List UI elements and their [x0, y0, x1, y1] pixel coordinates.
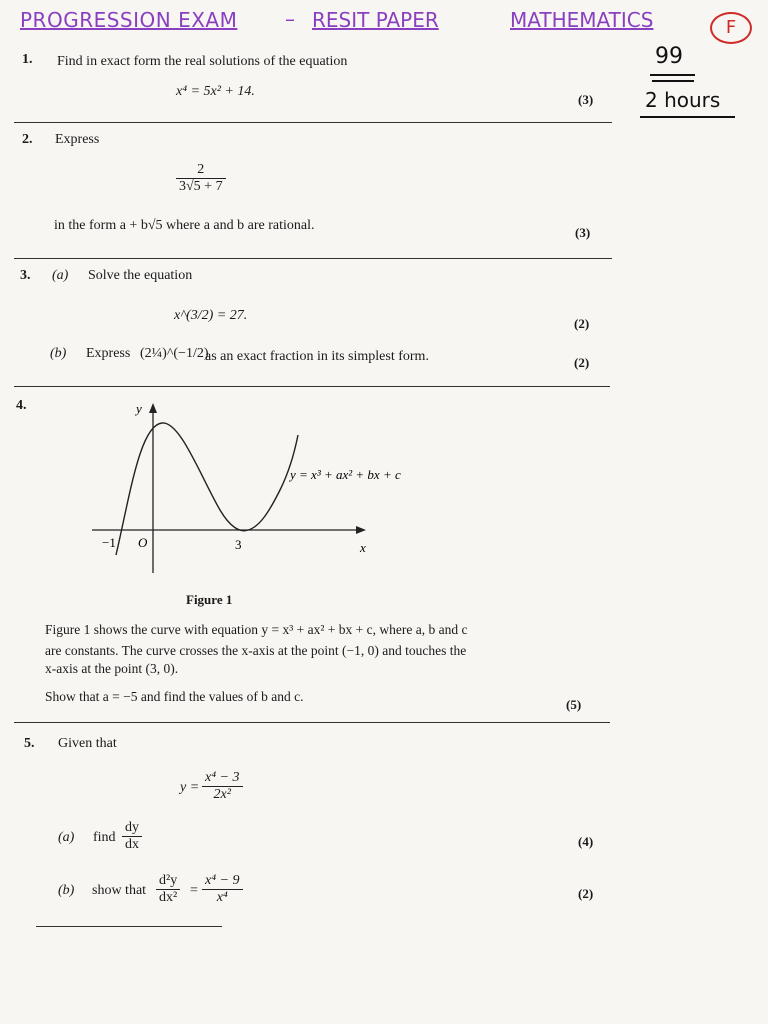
curve-label: y = x³ + ax² + bx + c	[290, 467, 401, 482]
q2-numerator: 2	[176, 162, 226, 179]
q1-marks: (3)	[578, 92, 594, 107]
q4-number: 4.	[16, 398, 27, 413]
q5b-lhs-fraction	[156, 873, 180, 906]
q2-form-text: in the form a + b√5 where a and b are rational.	[54, 218, 315, 233]
duration: 2 hours	[645, 88, 721, 112]
q3b-text-pre: Express	[86, 346, 131, 361]
q2-number: 2.	[22, 132, 33, 147]
q5b-rhs-fraction	[202, 873, 243, 906]
q3b-expr: (2¼)^(−1/2)	[140, 346, 209, 361]
tick-origin: O	[138, 535, 148, 550]
q1-number: 1.	[22, 52, 33, 67]
tier-badge-text: F	[725, 17, 737, 38]
q5-y-lhs: y =	[180, 780, 200, 795]
score: 99	[655, 44, 683, 69]
q5-y-numerator: x⁴ − 3	[202, 770, 243, 787]
q3-number: 3.	[20, 268, 31, 283]
q3a-equation: x^(3/2) = 27.	[174, 308, 248, 323]
q5a-numerator: dy	[122, 820, 142, 837]
q2-fraction	[176, 162, 226, 195]
figure-1-graph	[80, 395, 440, 580]
score-underline-2	[652, 80, 694, 82]
q5b-equals: =	[190, 883, 198, 898]
tick-3: 3	[235, 537, 242, 552]
q4-divider	[14, 722, 610, 723]
score-underline	[650, 74, 695, 76]
axis-y-label: y	[136, 401, 142, 416]
q4-para-line3: x-axis at the point (3, 0).	[45, 661, 179, 676]
tick-neg1: −1	[102, 535, 116, 550]
q5-y-fraction	[202, 770, 243, 803]
q4-para-line2: are constants. The curve crosses the x-axis at the point (−1, 0) and touches the	[45, 643, 467, 658]
q2-denominator: 3√5 + 7	[179, 179, 223, 194]
q1-text: Find in exact form the real solutions of the equation	[57, 54, 348, 69]
q3a-label: (a)	[52, 268, 69, 283]
axis-x-label: x	[360, 540, 366, 555]
q3b-text-post: as an exact fraction in its simplest form.	[205, 349, 429, 364]
x-axis-arrow	[356, 526, 366, 534]
q5b-lhs-denominator: dx²	[159, 890, 178, 905]
q5-text: Given that	[58, 736, 117, 751]
q5-divider	[36, 926, 222, 927]
header-title-left: PROGRESSION EXAM	[20, 8, 238, 32]
q5b-rhs-numerator: x⁴ − 9	[202, 873, 243, 890]
q2-divider	[14, 258, 612, 259]
q5a-text: find	[93, 830, 116, 845]
q5b-rhs-denominator: x⁴	[216, 890, 228, 905]
q1-equation: x⁴ = 5x² + 14.	[176, 84, 255, 99]
header-dash: –	[285, 7, 295, 31]
q5a-fraction	[122, 820, 142, 853]
q3b-marks: (2)	[574, 355, 590, 370]
q3a-marks: (2)	[574, 316, 590, 331]
header-title-mid: RESIT PAPER	[312, 8, 439, 32]
q5b-lhs-numerator: d²y	[156, 873, 180, 890]
header-title-right: MATHEMATICS	[510, 8, 654, 32]
y-axis-arrow	[149, 403, 157, 413]
q3b-label: (b)	[50, 346, 67, 361]
q4-para-line1: Figure 1 shows the curve with equation y = x³ + ax² + bx + c, where a, b and c	[45, 622, 468, 637]
q4-marks: (5)	[566, 697, 582, 712]
q5b-text: show that	[92, 883, 147, 898]
q3-divider	[14, 386, 610, 387]
q2-marks: (3)	[575, 225, 591, 240]
q5b-marks: (2)	[578, 886, 594, 901]
q5-y-denominator: 2x²	[213, 787, 231, 802]
duration-underline	[640, 116, 735, 118]
q1-divider	[14, 122, 612, 123]
q3a-text: Solve the equation	[88, 268, 193, 283]
tier-badge	[710, 12, 752, 44]
q5-number: 5.	[24, 736, 35, 751]
q2-text: Express	[55, 132, 100, 147]
q5a-marks: (4)	[578, 834, 594, 849]
q5a-denominator: dx	[125, 837, 139, 852]
q5a-label: (a)	[58, 830, 75, 845]
q4-show-text: Show that a = −5 and find the values of b and c.	[45, 689, 304, 704]
figure-caption: Figure 1	[186, 592, 233, 607]
q5b-label: (b)	[58, 883, 75, 898]
